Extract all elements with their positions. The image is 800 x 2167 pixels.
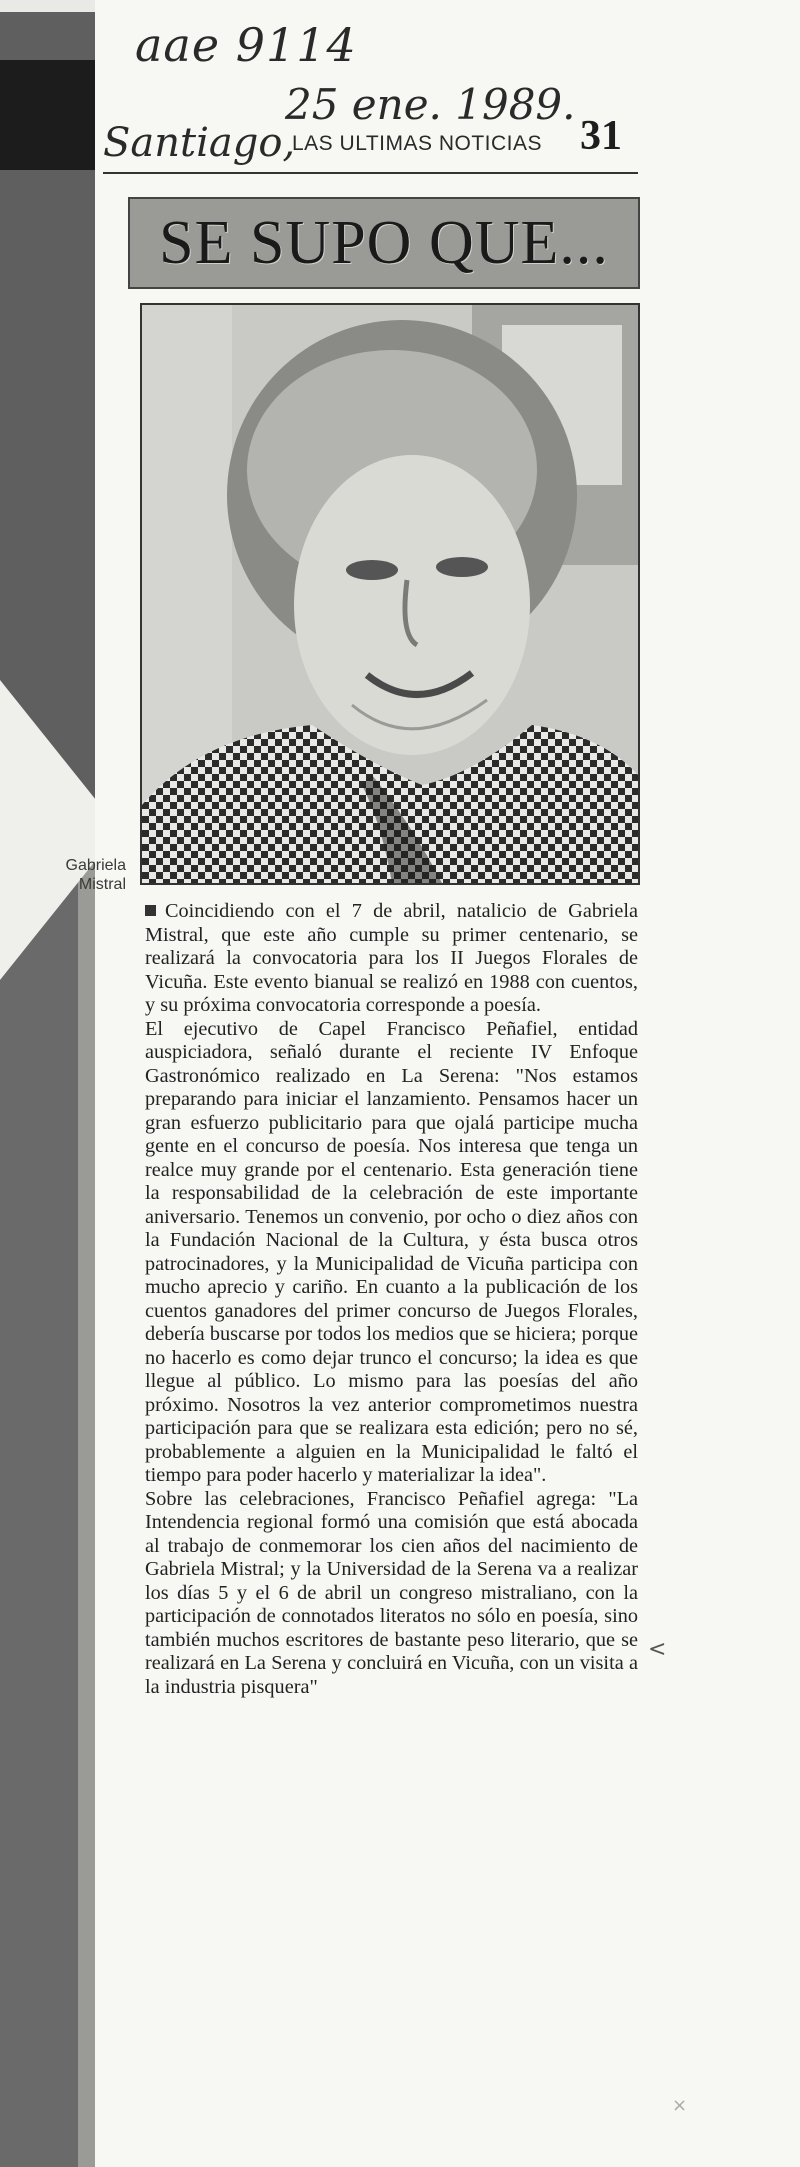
article-paragraph bbox=[145, 900, 638, 1018]
photo-caption bbox=[66, 856, 126, 894]
margin-tick-icon: × bbox=[672, 2095, 688, 2116]
handwritten-archive-code: aae 9114 bbox=[135, 18, 357, 72]
paragraph-text: Coincidiendo con el 7 de abril, natalicio de Gabriela Mistral, que este año cumple su primer centenario, se realizará la convocatoria para los II Juegos Florales de Vicuña. Este evento bianual se realizó en 1988 con cuentos, y su próxima convocatoria corresponde a poesía. bbox=[145, 900, 638, 1016]
newspaper-name: LAS ULTIMAS NOTICIAS bbox=[292, 132, 542, 155]
bullet-square-icon bbox=[145, 905, 156, 916]
handwritten-city: Santiago, bbox=[103, 120, 296, 166]
scan-edge-stripe bbox=[0, 60, 95, 170]
article-body bbox=[145, 900, 638, 1699]
portrait-photo bbox=[140, 303, 640, 885]
scan-edge-lower bbox=[0, 860, 95, 2167]
page-number: 31 bbox=[580, 113, 622, 159]
section-banner bbox=[128, 197, 640, 289]
caption-line-first: Gabriela bbox=[65, 857, 126, 874]
caption-line-last: Mistral bbox=[78, 876, 126, 893]
masthead-rule bbox=[103, 172, 638, 174]
article-paragraph: Sobre las celebraciones, Francisco Peñafiel agrega: "La Intendencia regional formó una comisión que está abocada al trabajo de conmemorar los cien años del nacimiento de Gabriela Mistral; y la Universidad de la Serena va a realizar los días 5 y el 6 de abril un congreso mistraliano, con la participación de connotados literatos no sólo en poesía, sino también muchos escritores de bastante peso literario, que se realizará en La Serena y concluirá en Vicuña, con un visita a la industria pisquera" bbox=[145, 1487, 638, 1698]
portrait-illustration bbox=[142, 305, 638, 883]
margin-arrow-icon: < bbox=[648, 1637, 667, 1662]
section-banner-title: SE SUPO QUE... bbox=[159, 208, 609, 277]
scan-edge-inner bbox=[78, 860, 95, 2167]
scan-edge-highlight bbox=[0, 0, 95, 12]
handwritten-date: 25 ene. 1989. bbox=[285, 80, 576, 129]
article-paragraph: El ejecutivo de Capel Francisco Peñafiel, entidad auspiciadora, señaló durante el reciente IV Enfoque Gastronómico realizado en La Serena: "Nos estamos preparando para iniciar el lanzamiento. Pensamos hacer un gran esfuerzo publicitario para que ojalá participe mucha gente en el concurso de poesía. Nos interesa que tenga un realce muy grande por el centenario. Esta generación tiene la responsabilidad de la celebración de este importante aniversario. Tenemos un convenio, por ocho o diez años con la Fundación Nacional de la Cultura, y ésta busca otros patrocinadores, y la Municipalidad de Vicuña participa con mucho aprecio y cariño. En cuanto a la publicación de los cuentos ganadores del primer concurso de Juegos Florales, debería buscarse por todos los medios que se hiciera; porque no hacerlo es como dejar trunco el concurso; la idea es que llegue al público. Lo mismo para las poesías del año próximo. Nosotros la vez anterior comprometimos nuestra participación para que se realizara esta edición; pero no sé, probablemente a alguien en la Municipalidad le faltó el tiempo para poder hacerlo y materializar la idea". bbox=[145, 1017, 638, 1486]
